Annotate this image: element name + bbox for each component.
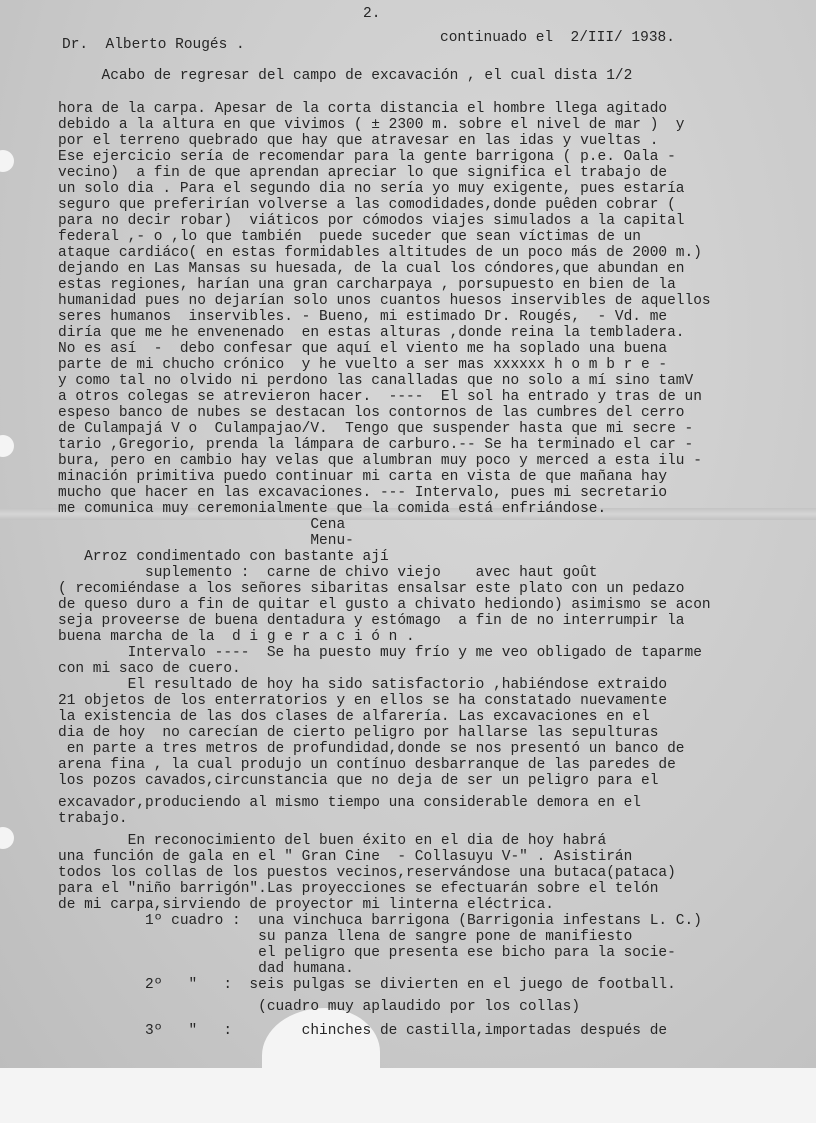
- letter-line: todos los collas de los puestos vecinos,reservándose una butaca(pataca): [58, 865, 676, 881]
- letter-line: estas regiones, harían una gran carcharpaya , porsupuesto en bien de la: [58, 277, 676, 293]
- letter-line: para el "niño barrigón".Las proyecciones se efectuarán sobre el telón: [58, 881, 659, 897]
- letter-line: Ese ejercicio sería de recomendar para la gente barrigona ( p.e. Oala -: [58, 149, 676, 165]
- letter-line: diría que me he envenenado en estas alturas ,donde reina la tembladera.: [58, 325, 685, 341]
- letter-line: hora de la carpa. Apesar de la corta distancia el hombre llega agitado: [58, 101, 668, 117]
- letter-line: Acabo de regresar del campo de excavación , el cual dista 1/2: [58, 68, 633, 84]
- letter-line: El resultado de hoy ha sido satisfactorio ,habiéndose extraido: [58, 677, 668, 693]
- letter-line: No es así - debo confesar que aquí el viento me ha soplado una buena: [58, 341, 668, 357]
- letter-line: parte de mi chucho crónico y he vuelto a ser mas xxxxxx h o m b r e -: [58, 357, 668, 373]
- paper-bottom-edge: [0, 1068, 816, 1123]
- letter-line: debido a la altura en que vivimos ( ± 2300 m. sobre el nivel de mar ) y: [58, 117, 685, 133]
- letter-line: me comunica muy ceremonialmente que la comida está enfriándose.: [58, 501, 607, 517]
- letter-line: de mi carpa,sirviendo de proyector mi linterna eléctrica.: [58, 897, 554, 913]
- letter-line: 3º " : chinches de castilla,importadas después de: [58, 1023, 668, 1039]
- letter-line: Menu-: [58, 533, 354, 549]
- letter-line: para no decir robar) viáticos por cómodos viajes simulados a la capital: [58, 213, 685, 229]
- letter-line: en parte a tres metros de profundidad,donde se nos presentó un banco de: [58, 741, 685, 757]
- punch-hole: [0, 150, 14, 172]
- letter-line: su panza llena de sangre pone de manifiesto: [58, 929, 633, 945]
- letter-line: (cuadro muy aplaudido por los collas): [58, 999, 581, 1015]
- letter-line: 2º " : seis pulgas se divierten en el juego de football.: [58, 977, 676, 993]
- letter-line: federal ,- o ,lo que también puede suceder que sean víctimas de un: [58, 229, 641, 245]
- letter-line: dad humana.: [58, 961, 354, 977]
- letter-line: Cena: [58, 517, 346, 533]
- letter-line: arena fina , la cual produjo un contínuo desbarranque de las paredes de: [58, 757, 676, 773]
- letter-line: un solo dia . Para el segundo dia no sería yo muy exigente, pues estaría: [58, 181, 685, 197]
- letter-line: mucho que hacer en las excavaciones. --- Intervalo, pues mi secretario: [58, 485, 668, 501]
- letter-line: trabajo.: [58, 811, 128, 827]
- letter-line: ( recomiéndase a los señores sibaritas ensalsar este plato con un pedazo: [58, 581, 685, 597]
- letter-line: Arroz condimentado con bastante ají: [58, 549, 389, 565]
- letter-line: buena marcha de la d i g e r a c i ó n .: [58, 629, 415, 645]
- letter-line: una función de gala en el " Gran Cine - Collasuyu V-" . Asistirán: [58, 849, 633, 865]
- letter-line: dejando en Las Mansas su huesada, de la cual los cóndores,que abundan en: [58, 261, 685, 277]
- page-number: 2.: [363, 6, 381, 22]
- letter-line: minación primitiva puedo continuar mi carta en vista de que mañana hay: [58, 469, 668, 485]
- letter-line: dia de hoy no carecían de cierto peligro por hallarse las sepulturas: [58, 725, 659, 741]
- letter-line: En reconocimiento del buen éxito en el dia de hoy habrá: [58, 833, 607, 849]
- letter-line: vecino) a fin de que aprendan apreciar lo que significa el trabajo de: [58, 165, 668, 181]
- letter-line: espeso banco de nubes se destacan los contornos de las cumbres del cerro: [58, 405, 685, 421]
- letter-line: 1º cuadro : una vinchuca barrigona (Barrigonia infestans L. C.): [58, 913, 702, 929]
- punch-hole: [0, 827, 14, 849]
- letter-line: de Culampajá V o Culampajao/V. Tengo que suspender hasta que mi secre -: [58, 421, 694, 437]
- punch-hole: [0, 435, 14, 457]
- letter-line: bura, pero en cambio hay velas que alumbran muy poco y merced a esta ilu -: [58, 453, 702, 469]
- letter-line: seguro que preferirían volverse a las comodidades,donde puêden cobrar (: [58, 197, 676, 213]
- letter-line: los pozos cavados,circunstancia que no deja de ser un peligro para el: [58, 773, 659, 789]
- letter-line: 21 objetos de los enterratorios y en ellos se ha constatado nuevamente: [58, 693, 668, 709]
- letter-line: a otros colegas se atrevieron hacer. ---- El sol ha entrado y tras de un: [58, 389, 702, 405]
- letter-line: ataque cardiáco( en estas formidables altitudes de un poco más de 2000 m.): [58, 245, 702, 261]
- letter-line: seja proveerse de buena dentadura y estómago a fin de no interrumpir la: [58, 613, 685, 629]
- date-line: continuado el 2/III/ 1938.: [440, 30, 675, 46]
- letter-line: de queso duro a fin de quitar el gusto a chivato hediondo) asimismo se acon: [58, 597, 711, 613]
- letter-line: excavador,produciendo al mismo tiempo una considerable demora en el: [58, 795, 641, 811]
- letter-line: humanidad pues no dejarían solo unos cuantos huesos inservibles de aquellos: [58, 293, 711, 309]
- letter-line: con mi saco de cuero.: [58, 661, 241, 677]
- letter-line: tario ,Gregorio, prenda la lámpara de carburo.-- Se ha terminado el car -: [58, 437, 694, 453]
- letter-line: y como tal no olvido ni perdono las canalladas que no solo a mí sino tamV: [58, 373, 694, 389]
- letter-line: seres humanos inservibles. - Bueno, mi estimado Dr. Rougés, - Vd. me: [58, 309, 668, 325]
- addressee: Dr. Alberto Rougés .: [62, 37, 245, 53]
- letter-line: Intervalo ---- Se ha puesto muy frío y me veo obligado de taparme: [58, 645, 702, 661]
- letter-line: la existencia de las dos clases de alfarería. Las excavaciones en el: [58, 709, 650, 725]
- letter-line: por el terreno quebrado que hay que atravesar en las idas y vueltas .: [58, 133, 659, 149]
- letter-line: el peligro que presenta ese bicho para la socie-: [58, 945, 676, 961]
- letter-line: suplemento : carne de chivo viejo avec haut goût: [58, 565, 598, 581]
